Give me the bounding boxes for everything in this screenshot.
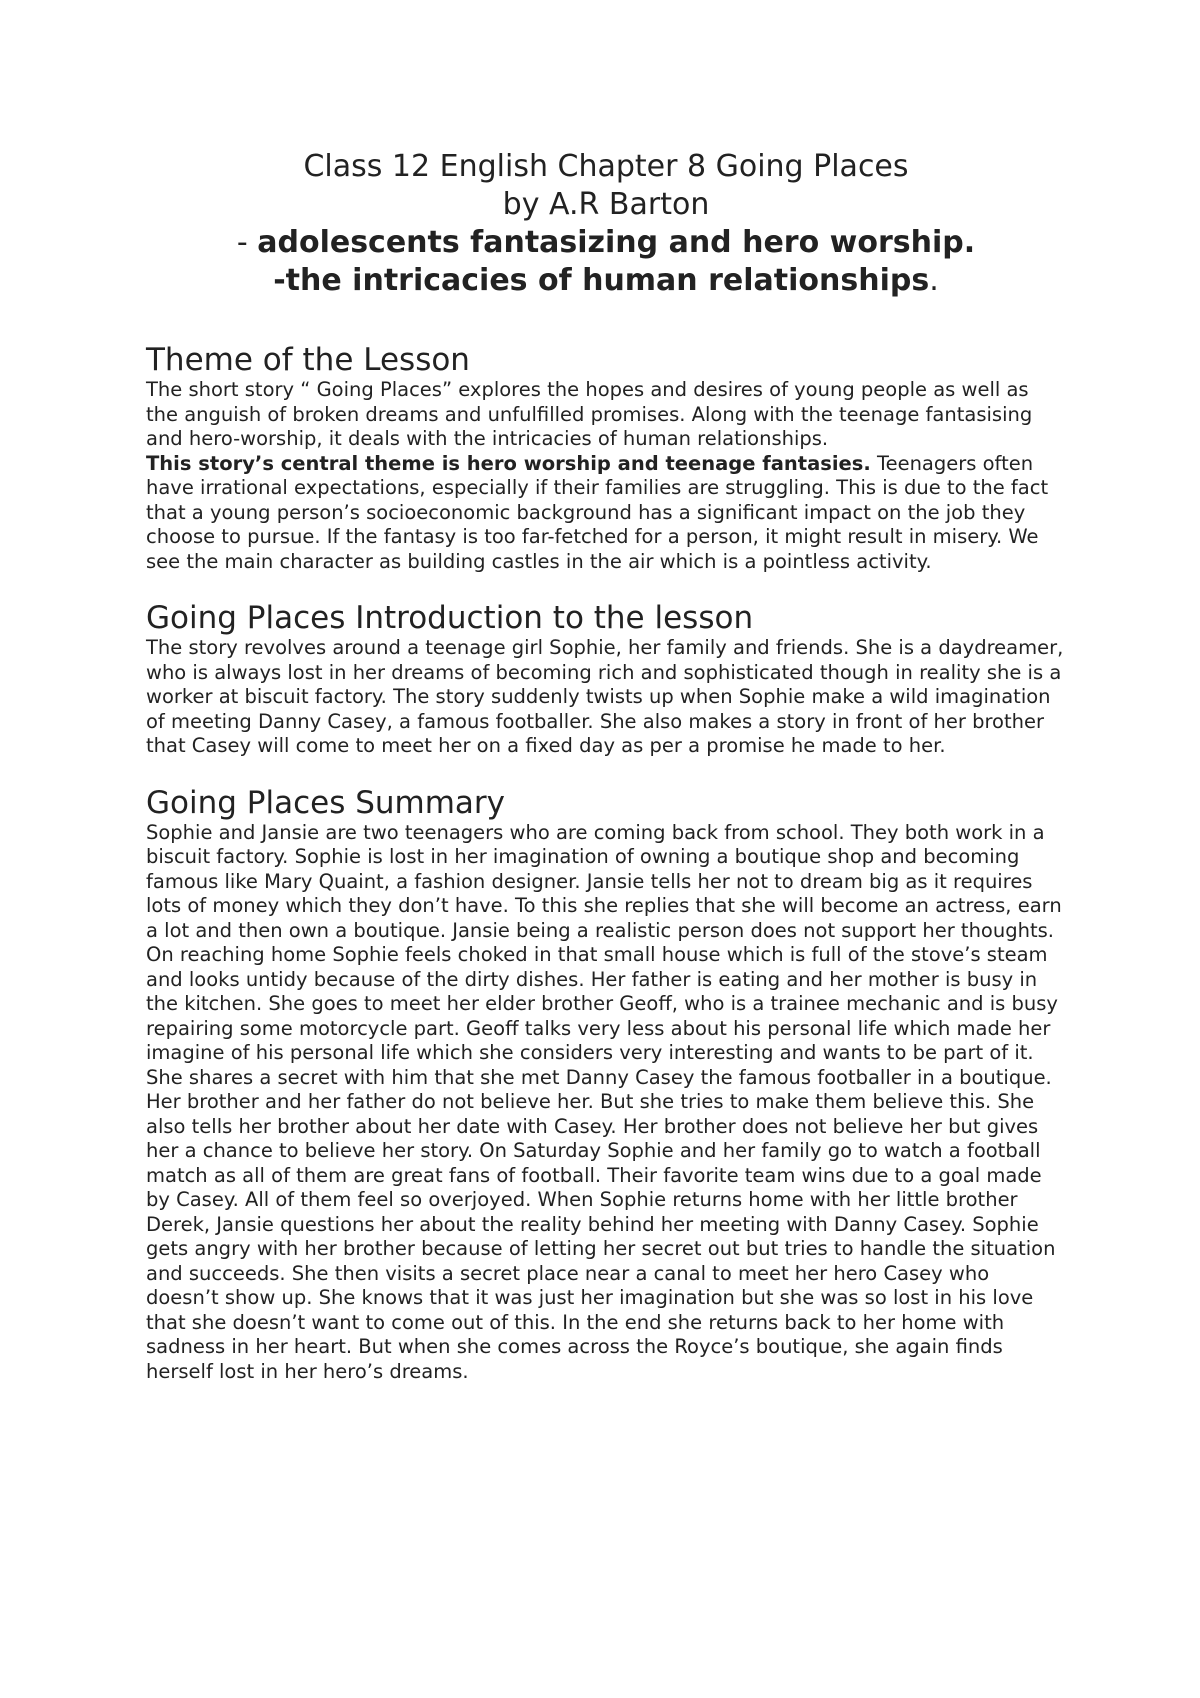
theme-paragraph-1: The short story “ Going Places” explores the hopes and desires of young people as well as the anguish of broken dreams and unfulfilled promises. Along with the teenage fantasising and hero-worship, it deals with the intricacies of human relationships. <box>146 378 1033 450</box>
introduction-section <box>146 600 1066 759</box>
subtitle-1-prefix: - <box>236 225 258 260</box>
subtitle-line-2 <box>146 262 1066 300</box>
subtitle-1-text: adolescents fantasizing and hero worship. <box>257 225 976 260</box>
theme-paragraph-2-rest: Teenagers often have irrational expectations, especially if their families are struggling. This is due to the fact that a young person’s socioeconomic background has a significant impact on the job they choose to pursue. If the fantasy is too far-fetched for a person, it might result in misery. We see the main character as building castles in the air which is a pointless activity. <box>146 451 1049 573</box>
theme-heading: Theme of the Lesson <box>146 342 470 378</box>
author-line: by A.R Barton <box>502 187 710 222</box>
introduction-paragraph: The story revolves around a teenage girl Sophie, her family and friends. She is a daydreamer, who is always lost in her dreams of becoming rich and sophisticated though in reality she is a worker at biscuit factory. The story suddenly twists up when Sophie make a wild imagination of meeting Danny Casey, a famous footballer. She also makes a story in front of her brother that Casey will come to meet her on a fixed day as per a promise he made to her. <box>146 636 1064 757</box>
page-title: Class 12 English Chapter 8 Going Places <box>303 149 909 184</box>
summary-heading: Going Places Summary <box>146 784 506 821</box>
title-block <box>146 148 1066 300</box>
theme-paragraph-2 <box>146 452 1066 575</box>
summary-section <box>146 785 1066 1385</box>
introduction-heading: Going Places Introduction to the lesson <box>146 600 754 636</box>
subtitle-line-1 <box>146 224 1066 262</box>
theme-central-statement: This story’s central theme is hero worship and teenage fantasies. <box>146 451 871 475</box>
summary-paragraph: Sophie and Jansie are two teenagers who are coming back from school. They both work in a biscuit factory. Sophie is lost in her imagination of owning a boutique shop and becoming famous like Mary Quaint, a fashion designer. Jansie tells her not to dream big as it requires lots of money which they don’t have. To this she replies that she will become an actress, earn a lot and then own a boutique. Jansie being a realistic person does not support her thoughts. On reaching home Sophie feels choked in that small house which is full of the stove’s steam and looks untidy because of the dirty dishes. Her father is eating and her mother is busy in the kitchen. She goes to meet her elder brother Geoff, who is a trainee mechanic and is busy repairing some motorcycle part. Geoff talks very less about his personal life which made her imagine of his personal life which she considers very interesting and wants to be part of it. She shares a secret with him that she met Danny Casey the famous footballer in a boutique. Her brother and her father do not believe her. But she tries to make them believe this. She also tells her brother about her date with Casey. Her brother does not believe her but gives her a chance to believe her story. On Saturday Sophie and her family go to watch a football match as all of them are great fans of football. Their favorite team wins due to a goal made by Casey. All of them feel so overjoyed. When Sophie returns home with her little brother Derek, Jansie questions her about the reality behind her meeting with Danny Casey. Sophie gets angry with her brother because of letting her secret out but tries to handle the situation and succeeds. She then visits a secret place near a canal to meet her hero Casey who doesn’t show up. She knows that it was just her imagination but she was so lost in his love that she doesn’t want to come out of this. In the end she returns back to her home with sadness in her heart. But when she comes across the Royce’s boutique, she again finds herself lost in her hero’s dreams. <box>146 820 1062 1383</box>
subtitle-2-text: -the intricacies of human relationships <box>273 263 930 298</box>
subtitle-2-suffix: . <box>929 263 939 298</box>
theme-section <box>146 342 1066 574</box>
document-page <box>146 148 1066 1384</box>
